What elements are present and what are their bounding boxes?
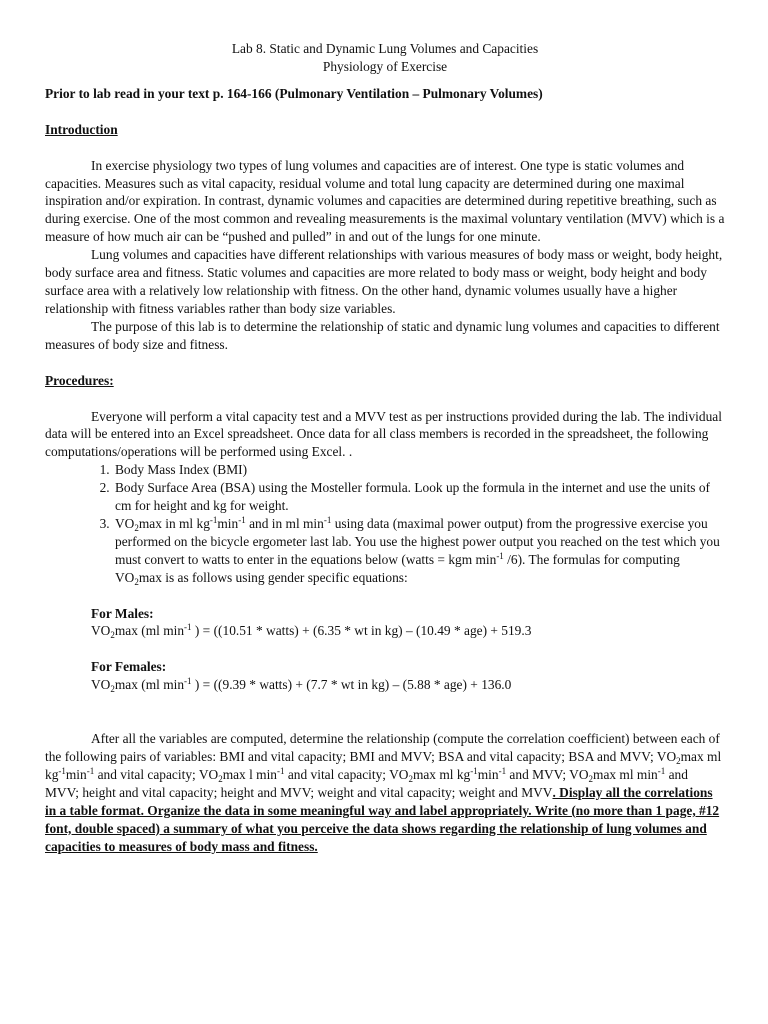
introduction-paragraph-2: Lung volumes and capacities have different relationships with various measures of body mass or weight, body height, body surface area and fitness. Static volumes and capacities are more related to body mass or weight, body height and body surface area with a relatively low relationship with fitness. On the other hand, dynamic volumes usually have a higher relationship with fitness variables rather than body size variables.	[45, 247, 723, 316]
lab-document	[45, 40, 725, 856]
males-formula: $VO_2\max$ (ml $\min^{-1}$ ) = ((10.51 * watts) + (6.35 * wt in kg) – (10.49 * age) + 519.3	[91, 622, 532, 641]
females-formula-block	[45, 658, 725, 694]
introduction-paragraph-1: In exercise physiology two types of lung volumes and capacities are of interest. One type is static volumes and capacities. Measures such as vital capacity, residual volume and total lung capacity are determined during one maximal inspiration and/or expiration. In contrast, dynamic volumes and capacities are determined during repetitive breathing, such as during exercise. One of the most common and revealing measurements is the maximal voluntary ventilation (MVV) which is a measure of how much air can be “pushed and pulled” in and out of the lungs for one minute.	[45, 157, 725, 245]
document-subtitle: Physiology of Exercise	[322, 58, 448, 74]
list-item-bsa: 2. Body Surface Area (BSA) using the Mosteller formula. Look up the formula in the internet and use the units of cm for height and kg for weight.	[113, 479, 725, 515]
prior-reading-note: Prior to lab read in your text p. 164-166 (Pulmonary Ventilation – Pulmonary Volumes)	[45, 85, 543, 101]
males-formula-block	[45, 605, 725, 641]
list-item-bmi: 1. Body Mass Index (BMI)	[113, 461, 725, 479]
procedures-paragraph: Everyone will perform a vital capacity test and a MVV test as per instructions provided during the lab. The individual data will be entered into an Excel spreadsheet. Once data for all class members is recorded in the spreadsheet, the following computations/operations will be performed using Excel. .	[45, 408, 722, 460]
introduction-paragraph-3: The purpose of this lab is to determine the relationship of static and dynamic lung volumes and capacities to different measures of body size and fitness.	[45, 318, 720, 352]
list-item-vo2max: 3. $VO_2\max$ in ml $kg^{-1}\min^{-1}$ and in ml $\min^{-1} using$ data (maximal power output) from the progressive exercise you performed on the bicycle ergometer last lab. You use the highest power output you reached on the test which you must convert to watts to enter in the equations below (watts = kgm $\min^{-1} /6$). The formulas for computing $VO_2\max$ is as follows using gender specific equations:	[113, 515, 725, 587]
analysis-paragraph: After all the variables are computed, determine the relationship (compute the correlation coefficient) between each of the following pairs of variables: BMI and vital capacity; BMI and MVV; BSA and vital capacity; BSA and MVV; $VO_2\max$ ml $kg^{-1}\min^{-1}$ and vital capacity; $VO_2\max$ l $\min^{-1}$ and vital capacity; $VO_2\max$ ml $kg^{-1}\min^{-1}$ and MVV; $VO_2\max$ ml $\min^{-1}$ and MVV; height and vital capacity; height and MVV; weight and vital capacity; weight and MVV. Display all the correlations in a table format. Organize the data in some meaningful way and label appropriately. Write (no more than 1 page, #12 font, double spaced) a summary of what you perceive the data shows regarding the relationship of lung volumes and capacities to measures of body mass and fitness.	[45, 731, 722, 854]
document-title: Lab 8. Static and Dynamic Lung Volumes and Capacities	[231, 41, 539, 56]
assignment-instructions: . Display all the correlations in a table format. Organize the data in some meaningful way and label appropriately. Write (no more than 1 page, #12 font, double spaced) a summary of what you perceive the data shows regarding the relationship of lung volumes and capacities to measures of body mass and fitness.	[45, 784, 720, 854]
females-formula: $VO_2\max$ (ml $\min^{-1}$ ) = ((9.39 * watts) + (7.7 * wt in kg) – (5.88 * age) + 136.0	[91, 676, 512, 695]
introduction-heading: Introduction	[45, 121, 118, 137]
males-label: For Males:	[91, 605, 154, 621]
procedures-heading: Procedures:	[45, 372, 114, 388]
females-label: For Females:	[91, 659, 167, 675]
computation-list	[45, 461, 725, 586]
